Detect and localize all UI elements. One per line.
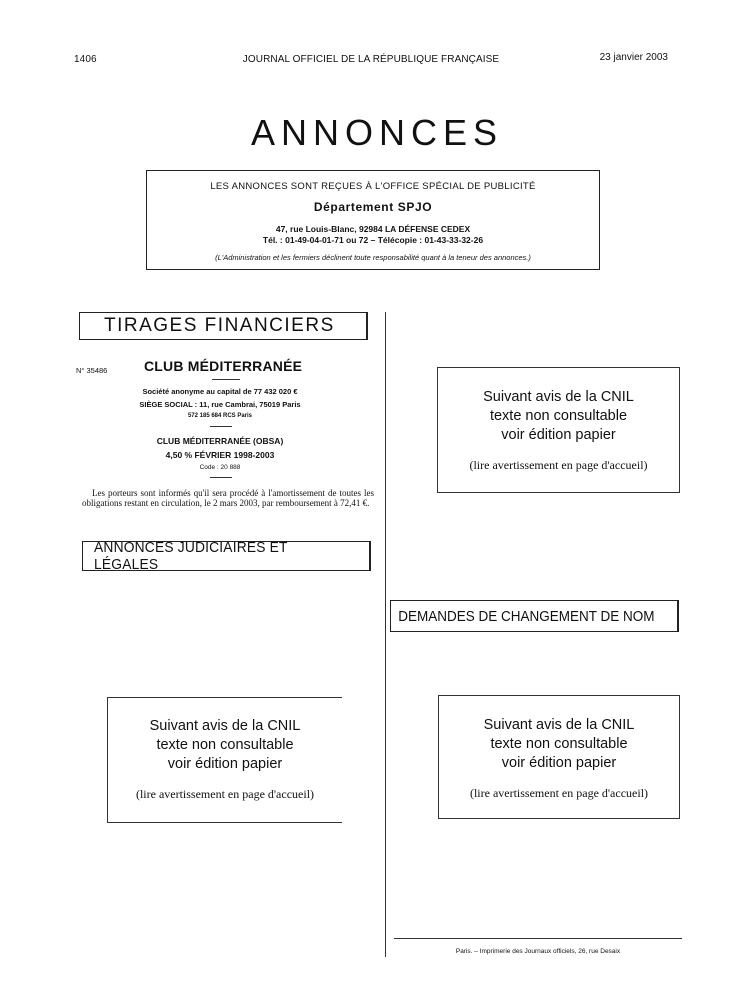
info-line-reception: LES ANNONCES SONT REÇUES À L'OFFICE SPÉCIAL DE PUBLICITÉ [210, 181, 536, 192]
section-changement-de-nom [390, 600, 679, 632]
cnil-line-avertissement: (lire avertissement en page d'accueil) [469, 786, 649, 800]
cnil-line-avertissement: (lire avertissement en page d'accueil) [135, 787, 315, 801]
notice-capital: Société anonyme au capital de 77 432 020 € [142, 387, 298, 396]
notice-rcs: 572 185 684 RCS Paris [187, 413, 253, 419]
footer-rule [394, 938, 682, 939]
notice-number: N° 35486 [76, 366, 108, 375]
info-line-department: Département SPJO [313, 200, 433, 214]
cnil-notice-box [107, 697, 342, 823]
divider-rule [210, 426, 232, 427]
printer-footer: Paris. – Imprimerie des Journaux officiels, 26, rue Desaix [455, 948, 621, 955]
divider-rule [210, 477, 232, 478]
divider-rule [212, 379, 240, 380]
section-tirages-label: TIRAGES FINANCIERS [104, 315, 335, 336]
info-line-address: 47, rue Louis-Blanc, 92984 LA DÉFENSE CEDEX [275, 224, 471, 234]
cnil-line-non-consultable: texte non consultable [490, 736, 628, 752]
column-divider [385, 312, 386, 957]
journal-title: JOURNAL OFFICIEL DE LA RÉPUBLIQUE FRANÇAISE [242, 54, 500, 65]
section-annonces-judiciaires [82, 541, 371, 571]
notice-rate: 4,50 % FÉVRIER 1998-2003 [165, 450, 275, 460]
notice-body: Les porteurs sont informés qu'il sera procédé à l'amortissement de toutes les obligations restant en circulation, le 2 mars 2003, par remboursement à 72,41 €. [82, 488, 374, 508]
cnil-line-edition-papier: voir édition papier [501, 427, 616, 443]
cnil-line-avertissement: (lire avertissement en page d'accueil) [469, 458, 648, 472]
notice-title: CLUB MÉDITERRANÉE [144, 358, 303, 374]
cnil-notice-box [437, 367, 680, 493]
info-line-disclaimer: (L'Administration et les fermiers déclinent toute responsabilité quant à la teneur des annonces.) [215, 253, 531, 262]
info-box [146, 170, 600, 270]
cnil-line-avis: Suivant avis de la CNIL [149, 718, 301, 734]
section-judiciaires-label: ANNONCES JUDICIAIRES ET LÉGALES [94, 539, 288, 573]
notice-code: Code : 20 888 [199, 464, 241, 471]
section-tirages-financiers [79, 312, 368, 340]
cnil-line-edition-papier: voir édition papier [501, 755, 617, 771]
cnil-line-non-consultable: texte non consultable [156, 737, 294, 753]
cnil-line-avis: Suivant avis de la CNIL [483, 389, 634, 405]
page-number: 1406 [74, 54, 97, 65]
cnil-notice-box [438, 695, 680, 819]
cnil-line-non-consultable: texte non consultable [489, 408, 628, 424]
notice-siege: SIÈGE SOCIAL : 11, rue Cambrai, 75019 Paris [139, 400, 301, 409]
info-line-phone: Tél. : 01-49-04-01-71 ou 72 – Télécopie : 01-43-33-32-26 [262, 235, 484, 245]
notice-obsa: CLUB MÉDITERRANÉE (OBSA) [156, 436, 284, 446]
page-title: ANNONCES [250, 112, 504, 153]
section-changement-label: DEMANDES DE CHANGEMENT DE NOM [398, 607, 655, 625]
cnil-line-avis: Suivant avis de la CNIL [483, 717, 635, 733]
cnil-line-edition-papier: voir édition papier [167, 756, 283, 772]
publication-date: 23 janvier 2003 [599, 52, 668, 63]
